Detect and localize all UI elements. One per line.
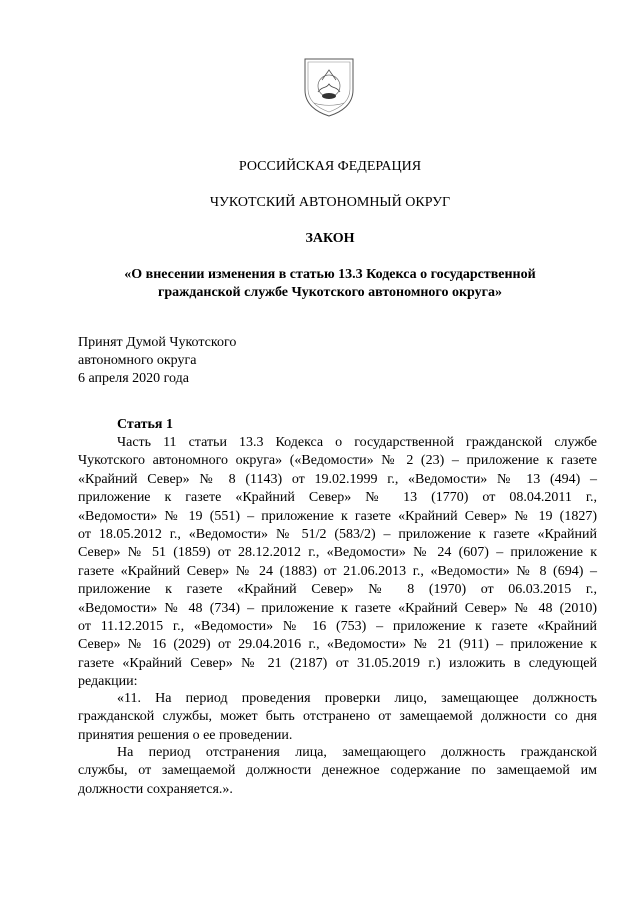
paragraph-line: газете «Крайний Север» № 24 (1883) от 21.06.2013 г., «Ведомости» № 8 (694) – <box>78 563 597 579</box>
paragraph-line: должности сохраняется.». <box>78 781 233 797</box>
paragraph-line: принятия решения о ее проведении. <box>78 727 293 743</box>
quoted-paragraph <box>78 690 597 745</box>
law-title-line: «О внесении изменения в статью 13.3 Кодекса о государственной <box>124 267 536 282</box>
country-heading: РОССИЙСКАЯ ФЕДЕРАЦИЯ <box>238 159 422 174</box>
paragraph-line: «Ведомости» № 19 (551) – приложение к газете «Крайний Север» № 19 (1827) <box>78 508 597 524</box>
document-type: ЗАКОН <box>305 231 355 246</box>
paragraph-line: Чукотского автономного округа» («Ведомости» № 2 (23) – приложение к газете <box>78 453 597 469</box>
paragraph-line: Часть 11 статьи 13.3 Кодекса о государственной гражданской службе <box>117 435 597 450</box>
paragraph-line: редакции: <box>78 674 138 690</box>
paragraph-line: Север» № 51 (1859) от 28.12.2012 г., «Ведомости» № 24 (607) – приложение к <box>78 545 597 561</box>
law-title-line: гражданской службе Чукотского автономного округа» <box>158 285 502 300</box>
quoted-paragraph <box>78 744 597 799</box>
paragraph-line: «11. На период проведения проверки лицо, замещающее должность <box>117 691 597 706</box>
coat-of-arms-icon <box>302 56 356 118</box>
adoption-note <box>78 334 236 388</box>
paragraph-line: службы, от замещаемой должности денежное содержание по замещаемой им <box>78 763 597 779</box>
region-heading: ЧУКОТСКИЙ АВТОНОМНЫЙ ОКРУГ <box>209 195 451 210</box>
paragraph-line: от 11.12.2015 г., «Ведомости» № 16 (753) – приложение к газете «Крайний <box>78 619 597 635</box>
law-title <box>70 266 590 302</box>
paragraph-line: На период отстранения лица, замещающего должность гражданской <box>117 745 597 760</box>
paragraph-line: газете «Крайний Север» № 21 (2187) от 31.05.2019 г.) изложить в следующей <box>78 655 597 671</box>
paragraph-line: гражданской службы, может быть отстранено от замещаемой должности со дня <box>78 709 597 725</box>
paragraph-line: приложение к газете «Крайний Север» № 13 (1770) от 08.04.2011 г., <box>78 490 597 506</box>
paragraph-line: «Крайний Север» № 8 (1143) от 19.02.1999 г., «Ведомости» № 13 (494) – <box>78 471 597 487</box>
paragraph-line: приложение к газете «Крайний Север» № 8 (1970) от 06.03.2015 г., <box>78 582 597 598</box>
paragraph-line: «Ведомости» № 48 (734) – приложение к газете «Крайний Север» № 48 (2010) <box>78 600 597 616</box>
article-paragraph <box>78 434 597 692</box>
article-heading: Статья 1 <box>117 417 173 432</box>
adoption-date: 6 апреля 2020 года <box>78 371 189 386</box>
paragraph-line: Север» № 16 (2029) от 29.04.2016 г., «Ведомости» № 21 (911) – приложение к <box>78 637 597 653</box>
adoption-line: Принят Думой Чукотского <box>78 335 237 350</box>
paragraph-line: от 18.05.2012 г., «Ведомости» № 51/2 (583/2) – приложение к газете «Крайний <box>78 527 597 543</box>
adoption-line: автономного округа <box>78 353 197 368</box>
